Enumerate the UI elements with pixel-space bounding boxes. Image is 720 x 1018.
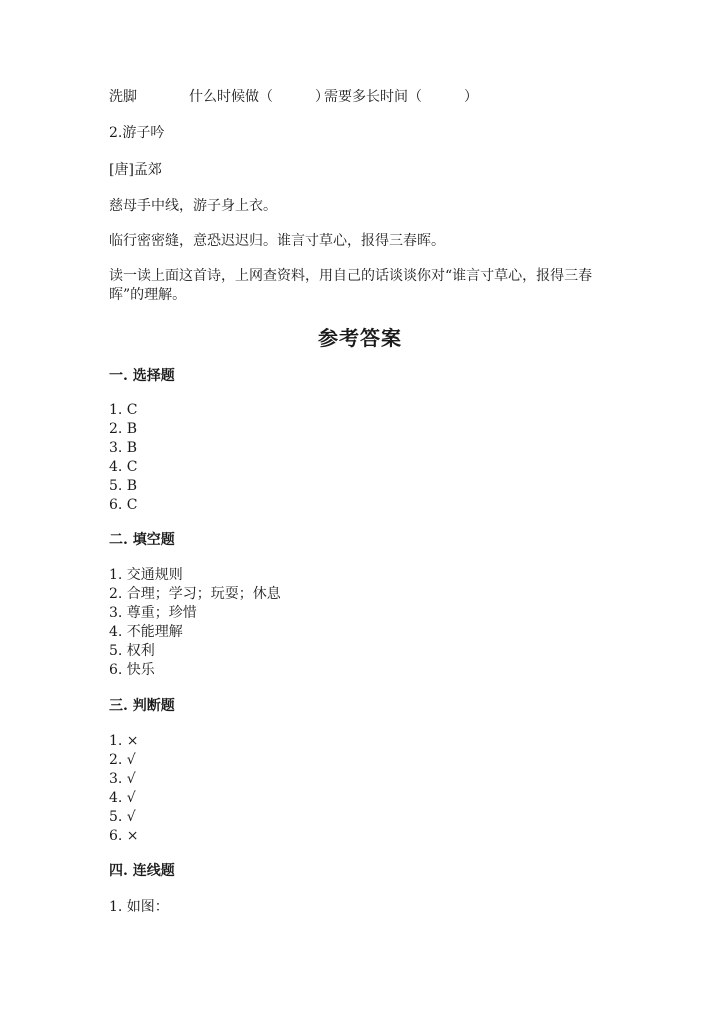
answer-list [109,401,138,515]
answer-title: 参考答案 [318,326,402,350]
poem-author: [唐]孟郊 [109,162,162,178]
answer-item: 2. 合理；学习；玩耍；休息 [109,586,281,602]
answer-item: 1. C [109,402,138,418]
section-heading: 一. 选择题 [109,368,175,384]
answer-item: 2. √ [109,752,136,768]
answer-item: 5. 权利 [109,643,155,659]
task-activity: 洗脚 [109,89,137,105]
section-heading: 四. 连线题 [109,863,175,879]
poem-prompt: 读一读上面这首诗，上网查资料，用自己的话谈谈你对“谁言寸草心，报得三春晖”的理解。 [109,268,593,303]
answer-item: 6. C [109,497,138,513]
answer-item: 6. × [109,828,139,844]
answer-item: 3. 尊重；珍惜 [109,605,197,621]
answer-item: 1. × [109,733,139,749]
answer-item: 2. B [109,421,138,437]
task-duration: 需要多长时间（ ） [324,89,478,105]
section-heading: 二. 填空题 [109,532,175,548]
answer-item: 5. √ [109,809,136,825]
section-heading: 三. 判断题 [109,698,175,714]
answer-list [109,898,169,917]
answer-item: 3. √ [109,771,136,787]
answer-item: 4. 不能理解 [109,624,183,640]
answer-item: 3. B [109,440,138,456]
poem-line-2: 临行密密缝，意恐迟迟归。谁言寸草心，报得三春晖。 [109,233,445,249]
answer-item: 1. 交通规则 [109,567,183,583]
answer-list [109,566,281,680]
answer-item: 4. √ [109,790,136,806]
answer-item: 4. C [109,459,138,475]
poem-heading: 2.游子吟 [109,125,165,141]
poem-line-1: 慈母手中线，游子身上衣。 [109,198,277,214]
answer-list [109,732,139,846]
answer-item: 5. B [109,478,138,494]
task-when: 什么时候做（ ） [189,89,329,105]
answer-item: 6. 快乐 [109,662,155,678]
answer-item: 1. 如图： [109,899,169,915]
